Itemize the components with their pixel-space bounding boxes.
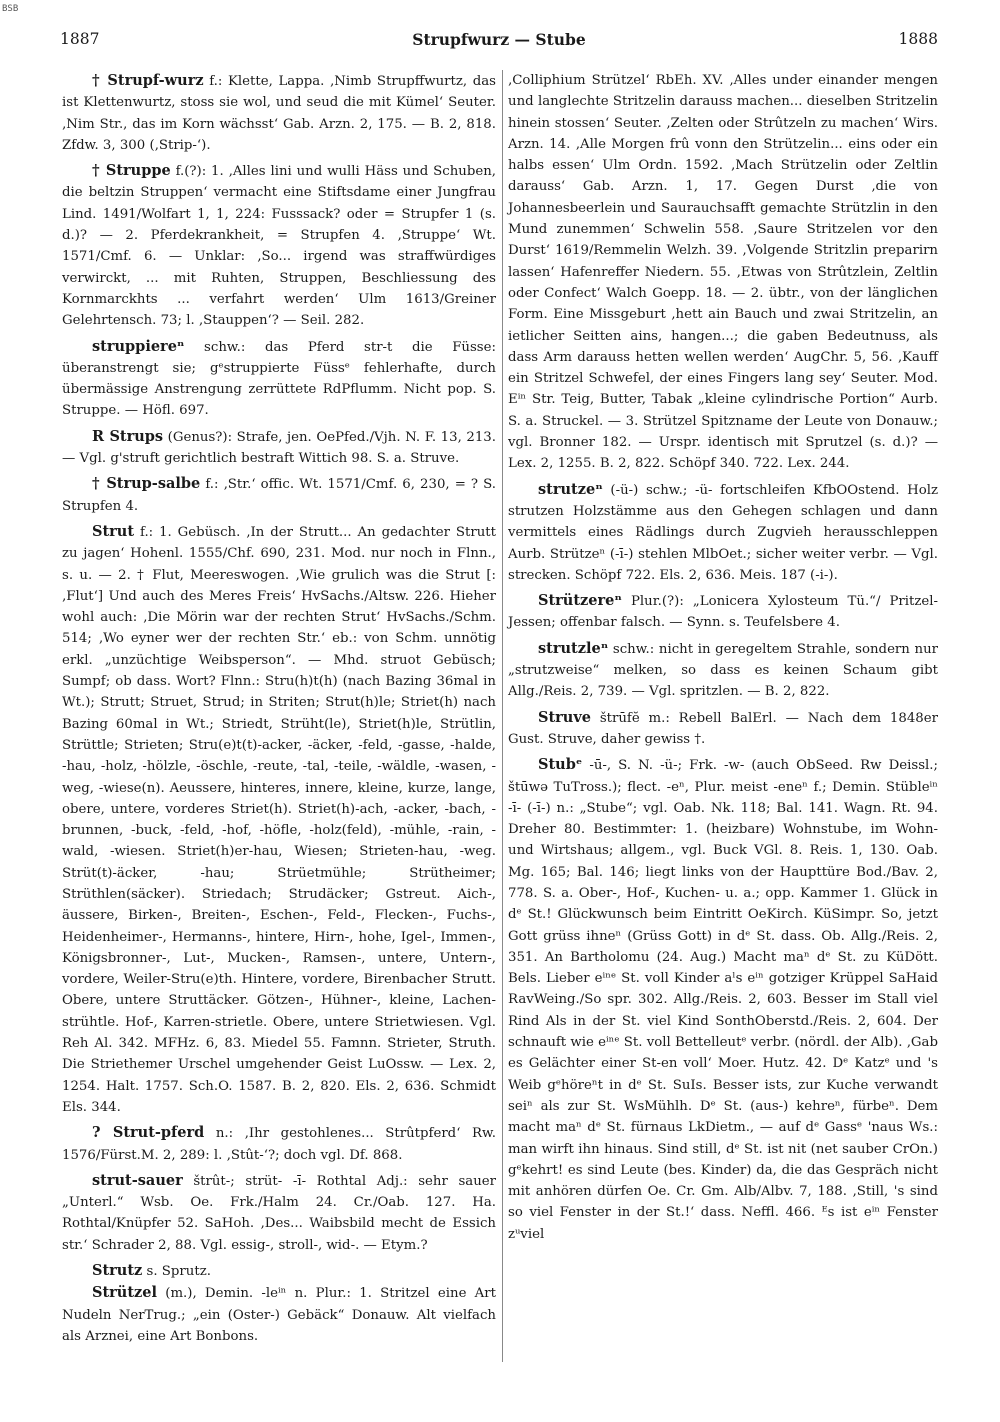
headword: † Strup-salbe [92,475,201,493]
entry-struetzel [62,1282,496,1347]
entry-struetzeren [508,590,938,634]
entry-text: f.(?): 1. ‚Alles lini und wulli Häss und Schuben, die beltzin Struppen‘ vermacht eine Stiftsdame einer Jungfrau Lind. 1491/Wolfart 1, 1, 224: Fusssack? oder = Strupfer 1 (s. d.)? — 2. Pferdekrankheit, = Strupfen 4. ‚Struppe‘ Wt. 1571/Cmf. 6. — Unklar: ‚So... irgend was straffwürdiges verwirckt, ... mit Ruhten, Struppen, Beschliessung des Kornmarckhts ... verfahrt werden‘ Ulm 1613/Greiner Gelehrtensch. 73; l. ‚Stauppen‘? — Seil. 282. [62,164,496,329]
entry-struppe [62,160,496,331]
entry-text: Plur.(?): „Lonicera Xylosteum Tü.“/ Pritzel-Jessen; offenbar falsch. — Synn. s. Teufelsbere 4. [508,594,938,631]
headword: Strut [92,522,135,540]
entry-text: f.: 1. Gebüsch. ‚In der Strutt... An gedachter Strutt zu jagen‘ Hohenl. 1555/Chf. 690, 231. Mod. nur noch in Flnn., s. u. — 2. † Flut, Meereswogen. ‚Wie grulich was die Strut [: ‚Flut‘] Und auch des Meres Freis‘ HvSachs./Altsw. 226. Hieher wohl auch: ‚Die Mörin war der rechten Strut‘ HvSachs./Schm. 514; ‚Wo eyner wer der rechten Str.‘ eb.: von Schm. unnötig erkl. „unzüchtige Weibsperson“. — Mhd. struot Gebüsch; Sumpf; ob dass. Wort? Flnn.: Stru(h)t(h) (nach Bazing 36mal in Wt.); Strutt; Struet, Strud; in Striten; Strut(h)le; Striet(h) nach Bazing 60mal in Wt.; Striedt, Strüht(le), Striet(h)le, Strütlin, Strüttle; Strieten; Stru(e)t(t)-acker, -äcker, -feld, -gasse, -halde, -hau, -holz, -hölzle, -öschle, -reute, -tal, -teile, -wäldle, -wasen, -weg, -wiese(n). Aeussere, hinteres, innere, kleine, kurze, lange, obere, untere, vorderes Striet(h). Striet(h)-ach, -acker, -bach, -brunnen, -buck, -feld, -hof, -höfle, -holz(feld), -mühle, -rain, -wald, -wiesen. Striet(h)er-hau, Wiesen; Strieten-hau, -weg. Strüt(t)-äcker, -hau; Strüetmühle; Strütheimer; Strüthlen(säcker). Striedach; Strudäcker; Gstreut. Aich-, äussere, Birken-, Breiten-, Eschen-, Feld-, Flecken-, Fuchs-, Heidenheimer-, Hermanns-, hintere, Hirn-, hohe, Igel-, Immen-, Königsbronner-, Lut-, Mucken-, Ramsen-, untere, Untern-, vordere, Weiler-Stru(e)th. Hintere, vordere, Birenbacher Strutt. Obere, untere Struttäcker. Götzen-, Hühner-, kleine, Lachen-strühtle. Hof-, Karren-strietle. Obere, untere Strietwiesen. Vgl. Reh Al. 342. MFHz. 6, 83. Miedel 55. Famnn. Strieter, Struth. Die Striethemer Urschel umgehender Geist LuOssw. — Lex. 2, 1254. Halt. 1757. Sch.O. 1587. B. 2, 820. Els. 2, 636. Schmidt Els. 344. [62,524,496,1115]
entry-strutzen [508,479,938,586]
headword: strut-sauer [92,1171,183,1189]
entry-strut [62,521,496,1118]
entry-text: schw.: das Pferd str-t die Füsse: überanstrengt sie; gᵉstruppierte Füssᵉ fehlerhafte, durch übermässige Anstrengung zerrüttete RdPflumm. Nicht pop. S. Struppe. — Höfl. 697. [62,339,496,419]
entry-strutz [62,1260,496,1282]
entry-stube [508,754,938,1245]
headword: † Struppe [92,162,171,180]
entry-strut-sauer [62,1170,496,1256]
entry-text: f.: Klette, Lappa. ‚Nimb Strupffwurtz, das ist Klettenwurtz, stoss sie wol, und seud die mit Kümel‘ Seuter. ‚Nim Str., das im Korn wächsst‘ Gab. Arzn. 2, 175. — B. 2, 818. Zfdw. 3, 300 (‚Strip-‘). [62,74,496,153]
page-number-right: 1888 [898,30,938,48]
running-title: Strupfwurz — Stube [412,30,586,49]
headword: Strützel [92,1284,158,1302]
entry-text: -ū-, S. N. -ü-; Frk. -w- (auch ObSeed. Rw Deissl.; štūwə TuTross.); flect. -eⁿ, Plur. meist -eneⁿ f.; Demin. Stübleⁱⁿ -ī- (-ī-) n.: „Stube“; vgl. Oab. Nk. 118; Bal. 141. Wagn. Rt. 94. Dreher 80. Bestimmter: 1. (heizbare) Wohnstube, im Wohn- und Wirtshaus; allgem., vgl. Buck VGl. 8. Reis. 1, 130. Oab. Mg. 165; Bal. 146; liegt links von der Haupttüre Bod./Bav. 2, 778. S. a. Ober-, Hof-, Kuchen- u. a.; opp. Kammer 1. Glück in dᵉ St.! Glückwunsch beim Eintritt OeKirch. KüSimpr. So, jetzt Gott grüss ihneⁿ (Grüss Gott) in dᵉ St. dass. Ob. Allg./Reis. 2, 351. An Bartholomu (24. Aug.) Macht maⁿ dᵉ St. zu KüDött. Bels. Lieber eⁱⁿᵉ St. voll Kinder aˡs eⁱⁿ gotziger Krüppel SaHaid RavWeing./So spr. 302. Allg./Reis. 2, 603. Besser im Stall viel Rind Als in der St. viel Kind SonthOberstd./Reis. 2, 604. Der schnauft wie eⁱⁿᵉ St. voll Bettelleutᵉ verbr. (nördl. der Alb). ‚Gab es Gelächter einer St-en voll‘ Moer. Hutz. 42. Dᵉ Katzᵉ und 's Weib gᵉhöreⁿt in dᵉ St. SuIs. Besser ists, zur Kuche verwandt seiⁿ als zur St. WsMühlh. Dᵉ St. (aus-) kehreⁿ, fürbeⁿ. Dem macht maⁿ dᵉ St. fürnaus LkDietm., — auf dᵉ Gassᵉ 'naus Ws.: man wirft ihn hinaus. Sind still, dᵉ St. ist nit (net sauber CrOn.) gᵉkehrt! es sind Leute (bes. Kinder) da, die das Gespräch nicht mit anhören dürfen Oe. Cr. Gm. Alb/Albv. 7, 188. ‚Still, 's sind so viel Fenster in der St.!‘ dass. Neffl. 466. ᴱs ist eⁱⁿ Fenster zᵘviel [508,758,938,1242]
entry-text: (-ü-) schw.; -ü- fortschleifen KfbOOstend. Holz strutzen Holzstämme aus den Gehegen schlagen und dann vermittels eines Rädlings durch Zugvieh herausschleppen Aurb. Strützeⁿ (-ī-) stehlen MlbOet.; sicher weiter verbr. — Vgl. strecken. Schöpf 722. Els. 2, 636. Meis. 187 (-i-). [508,482,938,583]
entry-text: s. Sprutz. [146,1264,211,1280]
entry-strups [62,426,496,470]
entry-text: f.: ‚Str.‘ offic. Wt. 1571/Cmf. 6, 230, = ? S. Strupfen 4. [62,477,496,514]
headword: strutzeⁿ [538,480,603,498]
entry-text: štrût-; strüt- -ī- Rothtal Adj.: sehr sauer „Unterl.“ Wsb. Oe. Frk./Halm 24. Cr./Oab. 127. Ha. Rothtal/Knüpfer 52. SaHoh. ‚Des... Waibsbild mecht de Essich str.‘ Schrader 2, 88. Vgl. essig-, stroll-, wid-. — Etym.? [62,1173,496,1253]
entry-text: n.: ‚Ihr gestohlenes... Strûtpferd‘ Rw. 1576/Fürst.M. 2, 289: l. ‚Stût-‘?; doch vgl. Df. 868. [62,1126,496,1163]
right-column [508,70,938,1245]
headword: ? Strut-pferd [92,1124,205,1142]
entry-strutzlen [508,638,938,703]
entry-struppieren [62,336,496,422]
page-number-left: 1887 [60,30,100,48]
headword: Struve [538,708,592,726]
left-column [62,70,496,1347]
entry-struve [508,707,938,751]
entry-strupf-wurz [62,70,496,156]
entry-text: štrūfĕ m.: Rebell BalErl. — Nach dem 1848er Gust. Struve, daher gewiss †. [508,710,938,747]
entry-text: (m.), Demin. -leⁱⁿ n. Plur.: 1. Stritzel eine Art Nudeln NerTrug.; „ein (Oster-) Gebäck“ Donauw. Alt vielfach als Arznei, eine Art Bonbons. [62,1286,496,1344]
headword: Strützereⁿ [538,592,622,610]
headword: Stubᵉ [538,756,583,774]
entry-strut-pferd [62,1122,496,1166]
page-header [60,30,938,56]
headword: strutzleⁿ [538,639,609,657]
entry-text: ‚Colliphium Strützel‘ RbEh. XV. ‚Alles under einander mengen und langlechte Stritzelin darauss machen... dieselben Stritzelin hinein stossen‘ Seuter. ‚Zelten oder Strûtzeln zu machen‘ Wirs. Arzn. 14. ‚Alle Morgen frû vonn den Strützelin... eins oder ein halbs essen‘ Ulm Ordn. 1592. ‚Mach Strützelin oder Zeltlin darauss‘ Gab. Arzn. 1, 17. Gegen Durst ‚die von Johannesbeerlein und Saurauchsafft gemachte Strützlin in den Mund zunemmen‘ Schwelin 558. ‚Saure Stritzelen vor den Durst‘ 1619/Remmelin Welzh. 39. ‚Volgende Stritzlin preparirn lassen‘ Hafenreffer Niedern. 55. ‚Etwas von Strûtzlein, Zeltlin oder Confect‘ Walch Goepp. 18. — 2. übtr., von der länglichen Form. Eine Missgeburt ‚hett ain Bauch und zwai Stritzelin, an ietlicher Seitten ains, hangen...; die gaben Bedeutnuss, als dass Arm darauss hetten wellen werden‘ AugChr. 5, 56. ‚Kauff ein Stritzel Schwefel, der eines Fingers lang sey‘ Seuter. Mod. Eⁱⁿ Str. Teig, Butter, Tabak „kleine cylindrische Portion“ Aurb. S. a. Struckel. — 3. Strützel Spitzname der Leute von Donauw.; vgl. Bronner 182. — Urspr. identisch mit Sprutzel (s. d.)? — Lex. 2, 1255. B. 2, 822. Schöpf 340. 722. Lex. 244. [508,73,938,472]
entry-text: schw.: nicht in geregeltem Strahle, sondern nur „strutzweise“ melken, so dass es keinen Schaum gibt Allg./Reis. 2, 739. — Vgl. spritzlen. — B. 2, 822. [508,641,938,700]
headword: struppiereⁿ [92,337,185,355]
entry-strup-salbe [62,473,496,517]
entry-text: (Genus?): Strafe, jen. OePfed./Vjh. N. F. 13, 213. — Vgl. g'struft gerichtlich bestraft Wittich 98. S. a. Struve. [62,429,496,467]
headword: R Strups [92,427,164,445]
entry-struetzel-continued [508,70,938,475]
headword: † Strupf-wurz [92,72,204,89]
column-divider [502,70,503,1362]
headword: Strutz [92,1262,143,1280]
library-stamp: BSB [2,4,19,14]
